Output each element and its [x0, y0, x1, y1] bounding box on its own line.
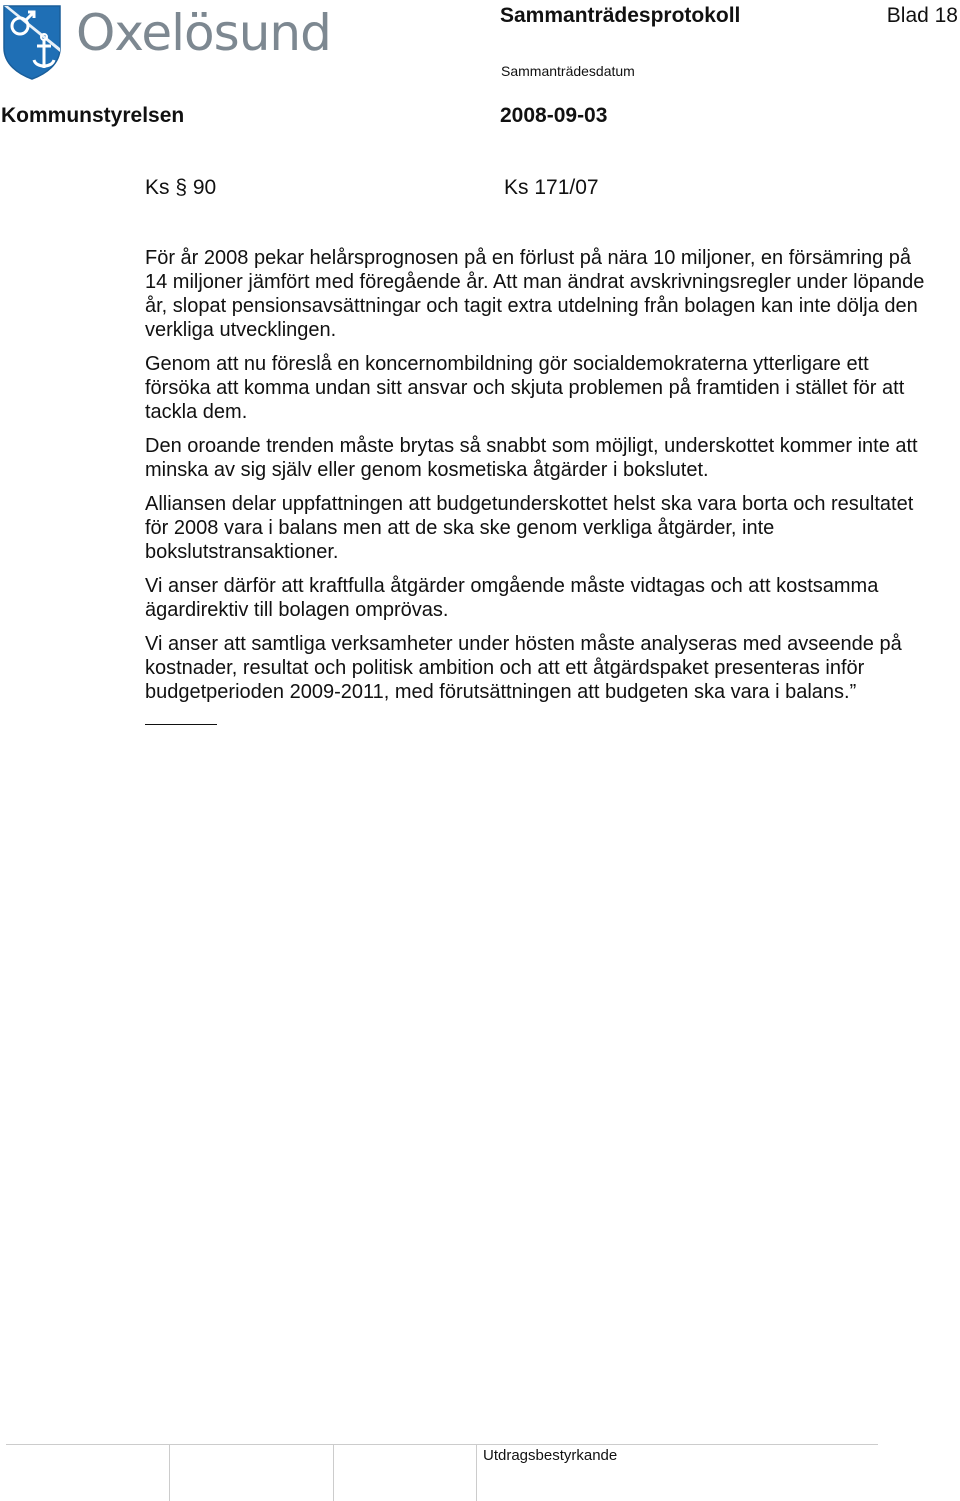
- oxelosund-coat-of-arms-icon: [2, 4, 62, 80]
- meeting-date-label: Sammanträdesdatum: [501, 63, 635, 79]
- page-number: Blad 18: [886, 4, 958, 27]
- body-paragraph: Genom att nu föreslå en koncernombildning gör socialdemokraterna ytterligare ett försöka att komma undan sitt ansvar och skjuta problemen på framtiden i stället för att tackla dem.: [145, 353, 905, 423]
- protocol-body: [145, 246, 935, 725]
- body-paragraph: Den oroande trenden måste brytas så snabbt som möjligt, underskottet kommer inte att minska av sig själv eller genom kosmetiska åtgärder i bokslutet.: [145, 435, 918, 481]
- paragraph-number: Ks § 90: [145, 176, 217, 199]
- document-type: Sammanträdesprotokoll: [500, 4, 741, 27]
- footer-signature-table: [6, 1444, 878, 1501]
- certification-label: Utdragsbestyrkande: [483, 1447, 618, 1464]
- committee-name: Kommunstyrelsen: [1, 104, 185, 127]
- case-reference: Ks 171/07: [504, 176, 599, 199]
- oxelosund-logo: [0, 2, 340, 82]
- body-paragraph: Vi anser att samtliga verksamheter under hösten måste analyseras med avseende på kostnader, resultat och politisk ambition och att ett åtgärdspaket presenteras inför budgetperioden 2009-2011, med förutsättningen att budgeten ska vara i balans.”: [145, 633, 902, 703]
- body-paragraph: Alliansen delar uppfattningen att budgetunderskottet helst ska vara borta och resultatet för 2008 vara i balans men att de ska ske genom verkliga åtgärder, inte bokslutstransaktioner.: [145, 493, 914, 563]
- closing-rule: [145, 724, 217, 725]
- signature-cell: [476, 1445, 477, 1501]
- meeting-date: 2008-09-03: [500, 104, 608, 127]
- signature-cell: [169, 1445, 170, 1501]
- body-paragraph: Vi anser därför att kraftfulla åtgärder omgående måste vidtagas och att kostsamma ägardirektiv till bolagen omprövas.: [145, 575, 879, 621]
- signature-cell: [333, 1445, 334, 1501]
- body-paragraph: För år 2008 pekar helårsprognosen på en förlust på nära 10 miljoner, en försämring på 14 miljoner jämfört med föregående år. Att man ändrat avskrivningsregler under löpande år, slopat pensionsavsättningar och tagit extra utdelning från bolagen kan inte dölja den verkliga utvecklingen.: [145, 247, 925, 341]
- logo-wordmark: Oxelösund: [76, 4, 331, 62]
